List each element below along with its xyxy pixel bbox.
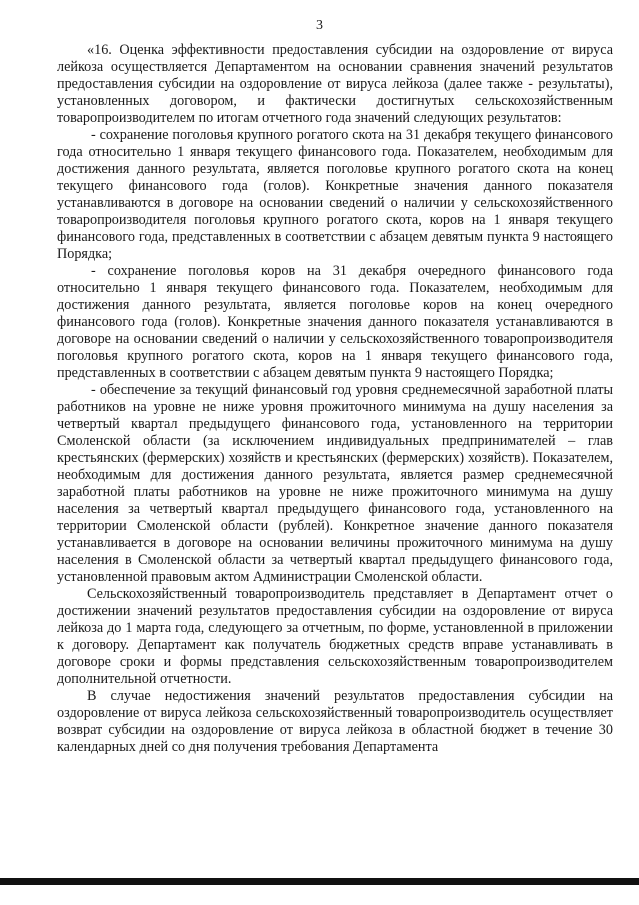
bottom-rule [0,878,639,885]
document-body [57,42,613,756]
bullet-cows: - сохранение поголовья коров на 31 декабря очередного финансового года относительно 1 января текущего финансового года. Показателем, необходимым для достижения данного результата, является поголовье коров на конец очередного финансового года (голов). Конкретные значения данного показателя устанавливаются в договоре на основании сведений о наличии у сельскохозяйственного товаропроизводителя поголовья крупного рогатого скота, коров на 1 января текущего финансового года, представленных в соответствии с абзацем девятым пункта 9 настоящего Порядка; [57,263,613,381]
paragraph-intro: «16. Оценка эффективности предоставления субсидии на оздоровление от вируса лейкоза осуществляется Департаментом на основании сравнения значений результатов предоставления субсидии на оздоровление от вируса лейкоза (далее также - результаты), установленных договором, и фактически достигнутых сельскохозяйственным товаропроизводителем по итогам отчетного года значений следующих результатов: [57,42,613,126]
paragraph-report: Сельскохозяйственный товаропроизводитель представляет в Департамент отчет о достижении значений результатов предоставления субсидии на оздоровление от вируса лейкоза до 1 марта года, следующего за отчетным, по форме, установленной в приложении к договору. Департамент как получатель бюджетных средств вправе устанавливать в договоре сроки и формы представления сельскохозяйственным товаропроизводителем дополнительной отчетности. [57,586,613,687]
bullet-salary: - обеспечение за текущий финансовый год уровня среднемесячной заработной платы работников на уровне не ниже уровня прожиточного минимума на душу населения за четвертый квартал предыдущего финансового года, установленного на территории Смоленской области (за исключением индивидуальных предпринимателей – глав крестьянских (фермерских) хозяйств и крестьянских (фермерских) хозяйств). Показателем, необходимым для достижения данного результата, является размер среднемесячной заработной платы работников на уровне не ниже прожиточного минимума на душу населения за четвертый квартал предыдущего финансового года, установленного на территории Смоленской области (рублей). Конкретное значение данного показателя устанавливается в договоре на основании величины прожиточного минимума на душу населения в Смоленской области за четвертый квартал предыдущего финансового года, установленной правовым актом Администрации Смоленской области. [57,382,613,585]
bullet-cattle: - сохранение поголовья крупного рогатого скота на 31 декабря текущего финансового года относительно 1 января текущего финансового года. Показателем, необходимым для достижения данного результата, является поголовье крупного рогатого скота на конец текущего финансового года (голов). Конкретные значения данного показателя устанавливаются в договоре на основании сведений о наличии у сельскохозяйственного товаропроизводителя поголовья крупного рогатого скота, коров на 1 января текущего финансового года, представленных в соответствии с абзацем девятым пункта 9 настоящего Порядка; [57,127,613,262]
paragraph-refund: В случае недостижения значений результатов предоставления субсидии на оздоровление от вируса лейкоза сельскохозяйственный товаропроизводитель осуществляет возврат субсидии на оздоровление от вируса лейкоза в областной бюджет в течение 30 календарных дней со дня получения требования Департамента [57,688,613,755]
page-number: 3 [316,18,323,33]
